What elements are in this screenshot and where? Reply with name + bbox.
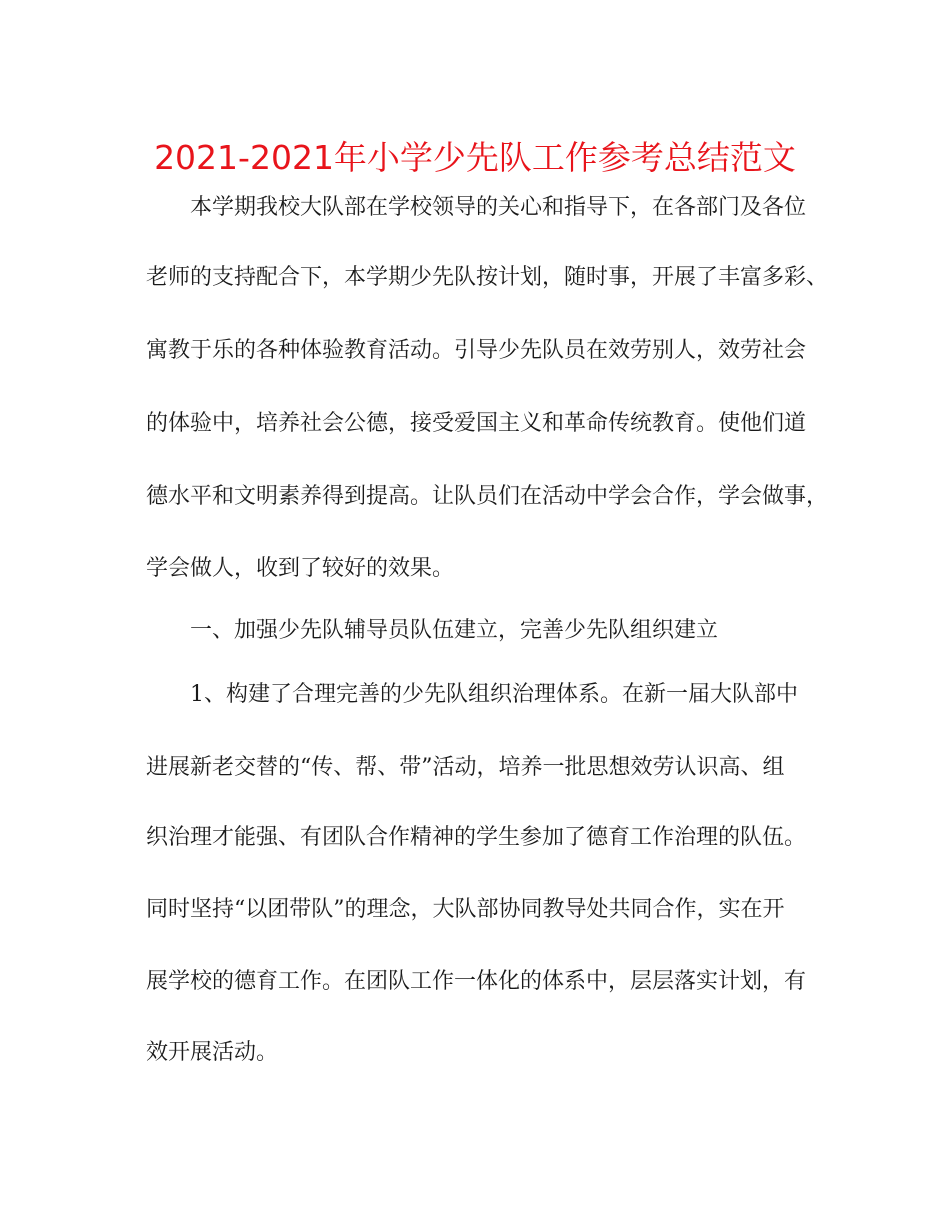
paragraph-line: 进展新老交替的“传、帮、带”活动，培养一批思想效劳认识高、组 [146,755,785,780]
paragraph-line: 本学期我校大队部在学校领导的关心和指导下，在各部门及各位 [190,195,807,220]
paragraph-line: 寓教于乐的各种体验教育活动。引导少先队员在效劳别人，效劳社会 [146,338,807,363]
paragraph-line: 学会做人，收到了较好的效果。 [146,556,455,581]
paragraph-line: 效开展活动。 [146,1040,279,1065]
document-title: 2021-2021年小学少先队工作参考总结范文 [154,138,796,177]
paragraph-line: 1、构建了合理完善的少先队组织治理体系。在新一届大队部中 [190,682,798,707]
paragraph-line: 织治理才能强、有团队合作精神的学生参加了德育工作治理的队伍。 [146,825,807,850]
paragraph-line: 的体验中，培养社会公德，接受爱国主义和革命传统教育。使他们道 [146,411,807,436]
section-heading: 一、加强少先队辅导员队伍建立，完善少先队组织建立 [190,618,719,643]
paragraph-line: 同时坚持“以团带队”的理念，大队部协同教导处共同合作，实在开 [146,897,785,922]
paragraph-line: 展学校的德育工作。在团队工作一体化的体系中，层层落实计划，有 [146,969,807,994]
paragraph-line: 老师的支持配合下，本学期少先队按计划，随时事，开展了丰富多彩、 [146,265,829,290]
paragraph-line: 德水平和文明素养得到提高。让队员们在活动中学会合作，学会做事， [146,484,829,509]
